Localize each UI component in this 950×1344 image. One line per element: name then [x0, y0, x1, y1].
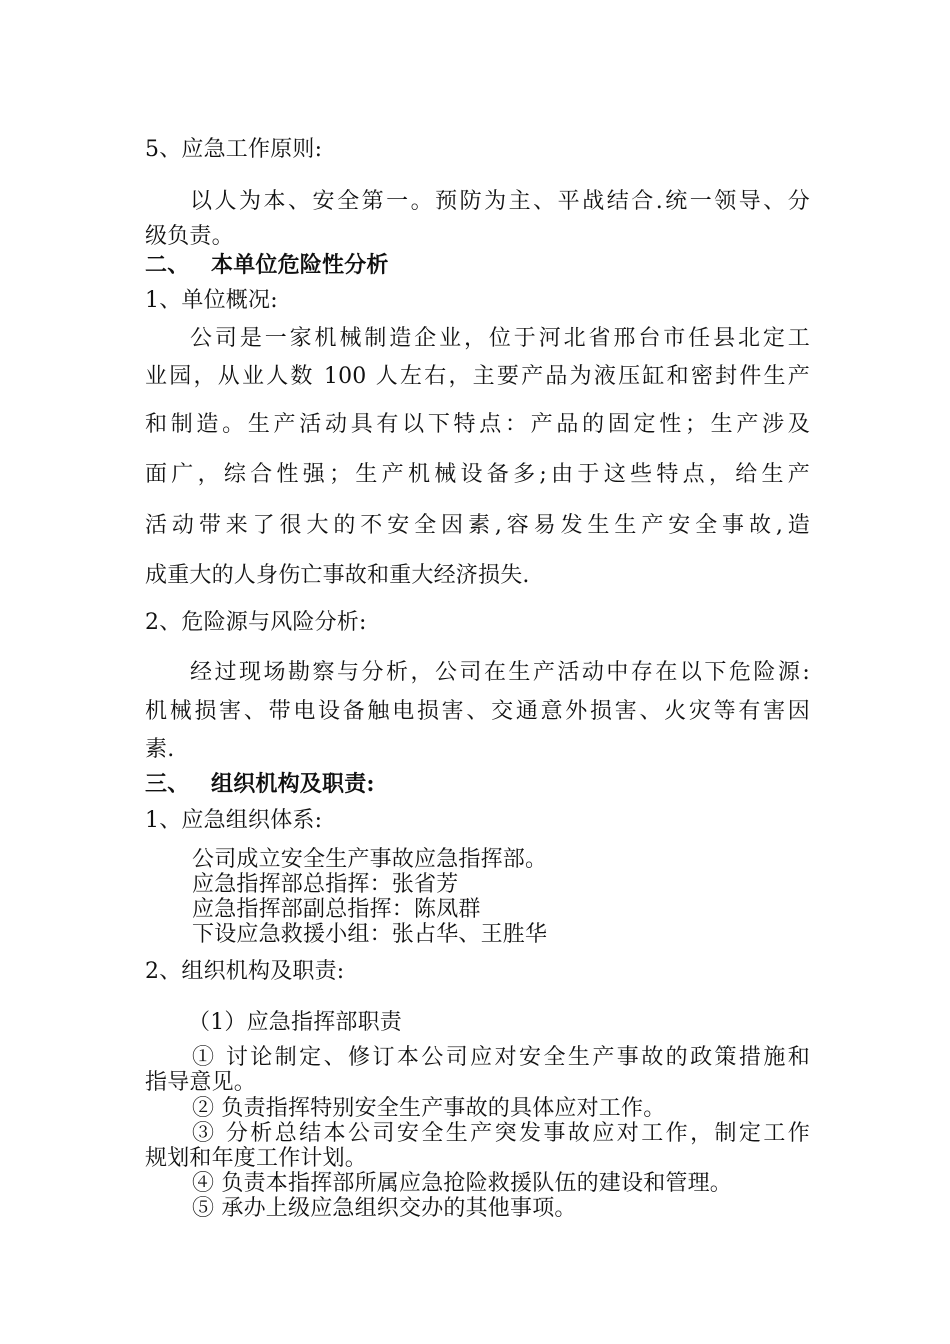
org-line-4: 下设应急救援小组：张占华、王胜华 [192, 922, 548, 947]
duty-item-3-line-2: 规划和年度工作计划。 [145, 1146, 368, 1171]
duty-item-1-line-1: ① 讨论制定、修订本公司应对安全生产事故的政策措施和 [192, 1045, 810, 1070]
duty-item-3-line-1: ③ 分析总结本公司安全生产突发事故应对工作，制定工作 [192, 1121, 810, 1146]
section-2-1-line-4: 面广，综合性强；生产机械设备多;由于这些特点，给生产 [145, 462, 810, 487]
duty-item-2: ② 负责指挥特别安全生产事故的具体应对工作。 [192, 1096, 666, 1121]
section-3-2-heading: 2、组织机构及职责: [145, 959, 345, 984]
chapter-3-number: 三、 [145, 771, 190, 797]
section-2-2-line-1: 经过现场勘察与分析，公司在生产活动中存在以下危险源: [190, 660, 810, 685]
section-2-1-heading: 1、单位概况: [145, 288, 278, 313]
duty-item-1-line-2: 指导意见。 [145, 1070, 257, 1095]
section-5-paragraph-line-1: 以人为本、安全第一。预防为主、平战结合.统一领导、分 [190, 189, 810, 214]
chapter-3-title: 组织机构及职责: [211, 771, 375, 797]
section-2-1-line-3: 和制造。生产活动具有以下特点：产品的固定性；生产涉及 [145, 412, 810, 437]
org-line-1: 公司成立安全生产事故应急指挥部。 [192, 847, 548, 872]
chapter-2-title: 本单位危险性分析 [211, 252, 389, 278]
section-2-2-heading: 2、危险源与风险分析: [145, 610, 367, 635]
section-5-paragraph-line-2: 级负责。 [145, 224, 234, 249]
chapter-3-heading [145, 771, 810, 797]
org-line-3: 应急指挥部副总指挥：陈凤群 [192, 897, 481, 922]
duty-item-5: ⑤ 承办上级应急组织交办的其他事项。 [192, 1196, 577, 1221]
section-2-2-line-3: 素. [145, 737, 175, 762]
org-line-2: 应急指挥部总指挥：张省芳 [192, 872, 459, 897]
section-3-1-heading: 1、应急组织体系: [145, 808, 323, 833]
section-2-1-line-6: 成重大的人身伤亡事故和重大经济损失. [145, 563, 530, 588]
section-3-2-subheading: （1）应急指挥部职责 [188, 1010, 402, 1035]
chapter-2-number: 二、 [145, 252, 190, 278]
duty-item-4: ④ 负责本指挥部所属应急抢险救援队伍的建设和管理。 [192, 1171, 732, 1196]
section-2-1-line-5: 活动带来了很大的不安全因素,容易发生生产安全事故,造 [145, 513, 810, 538]
section-2-1-line-1: 公司是一家机械制造企业，位于河北省邢台市任县北定工 [190, 326, 810, 351]
section-5-heading: 5、应急工作原则: [145, 137, 323, 162]
chapter-2-heading [145, 252, 810, 278]
section-2-2-line-2: 机械损害、带电设备触电损害、交通意外损害、火灾等有害因 [145, 699, 810, 724]
section-2-1-line-2: 业园，从业人数 100 人左右，主要产品为液压缸和密封件生产 [145, 364, 810, 389]
